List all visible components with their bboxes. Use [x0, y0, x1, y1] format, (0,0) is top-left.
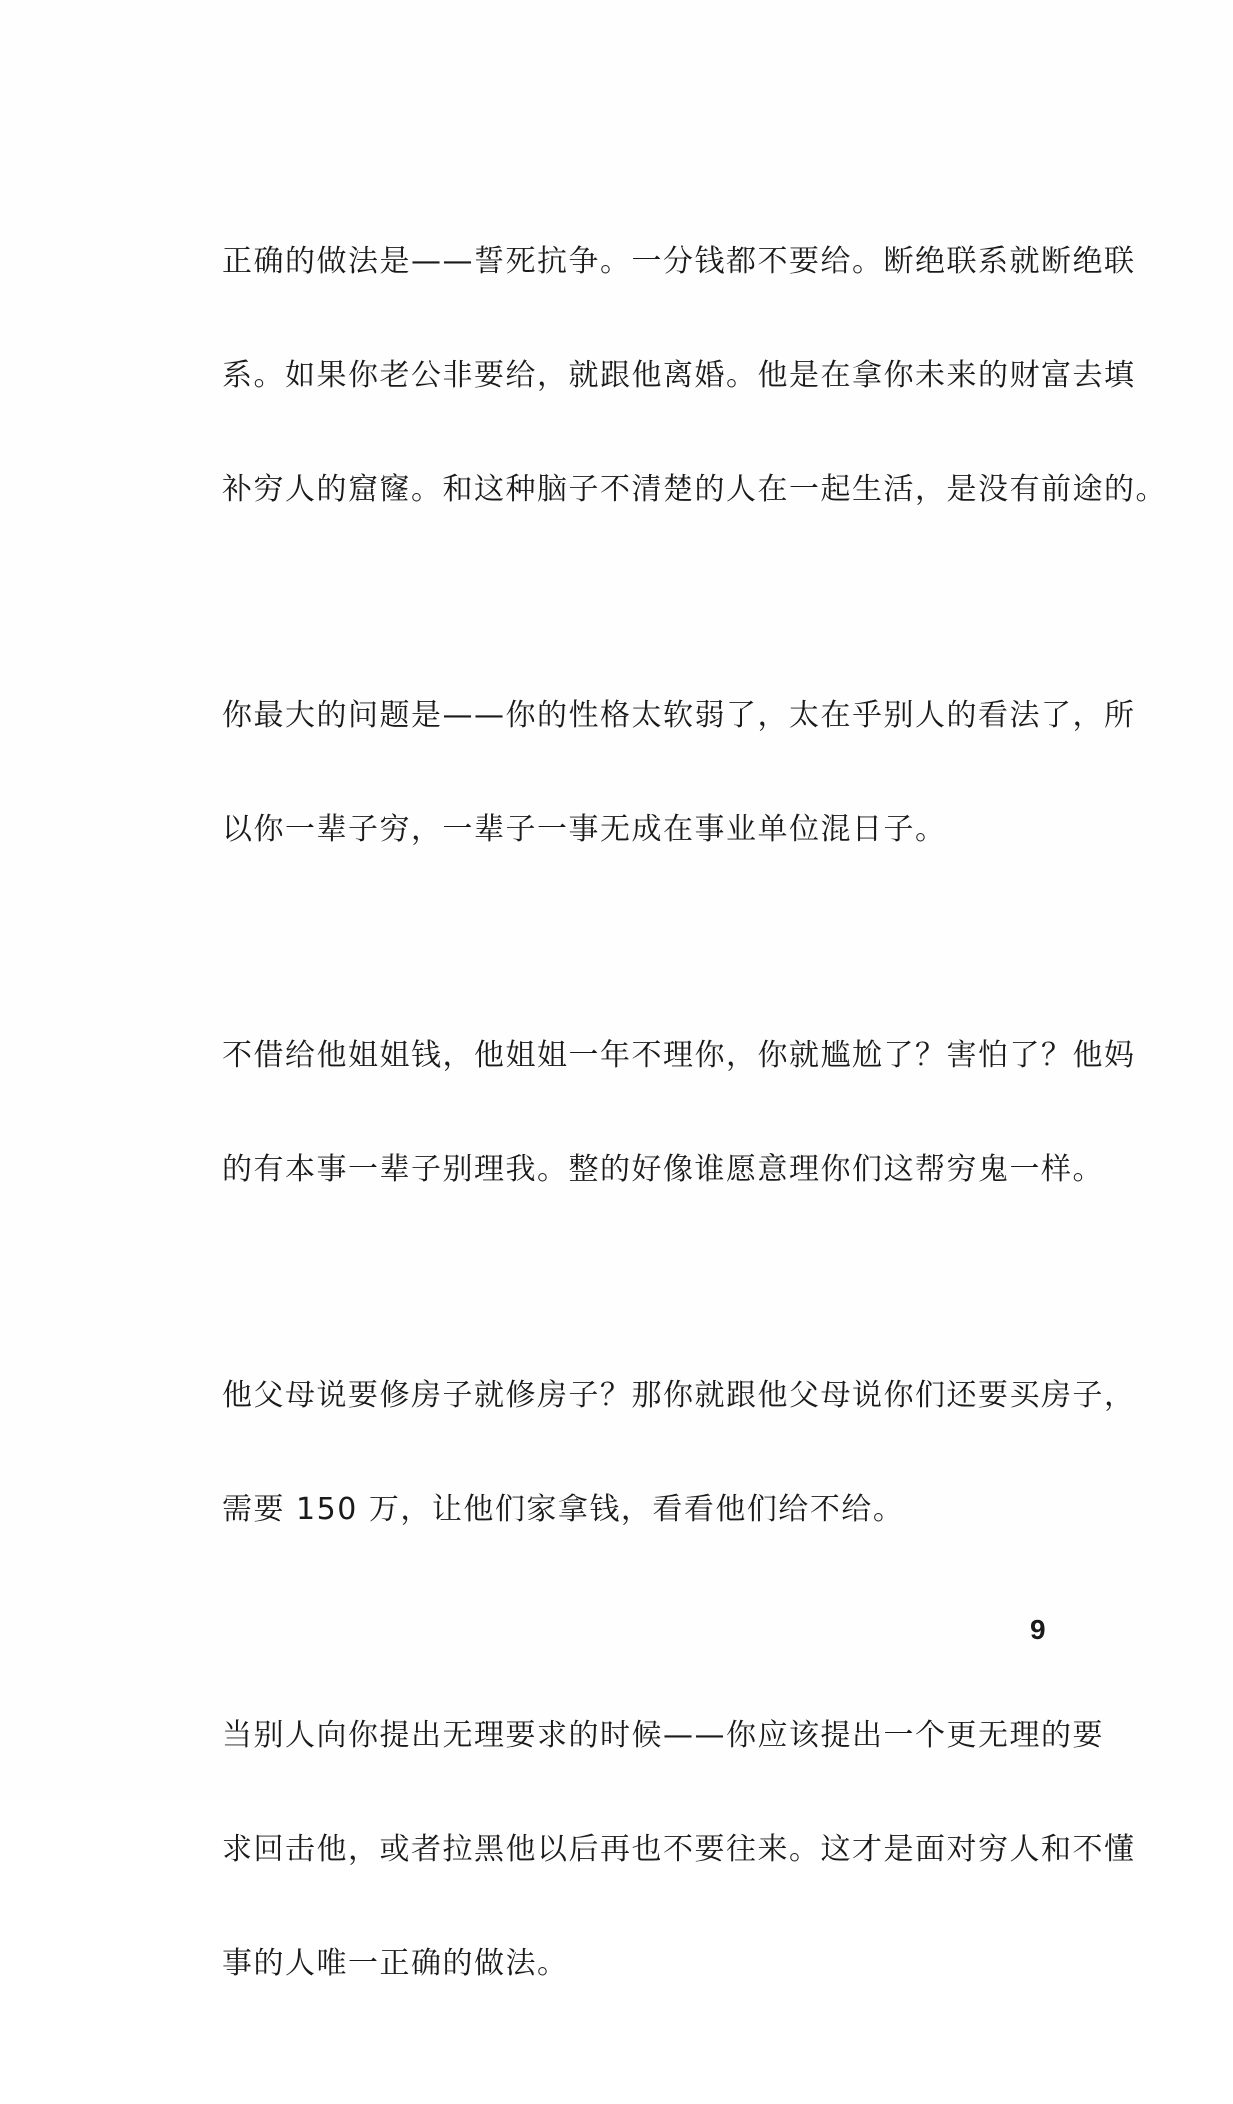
paragraph-5-line-1: 当别人向你提出无理要求的时候——你应该提出一个更无理的要: [222, 1718, 1104, 1753]
paragraph-5-line-3: 事的人唯一正确的做法。: [222, 1946, 569, 1981]
paragraph-2: [222, 630, 1136, 915]
paragraph-1: [222, 176, 1167, 575]
paragraph-4-line-2: 需要 150 万，让他们家拿钱，看看他们给不给。: [222, 1492, 905, 1527]
paragraph-2-line-2: 以你一辈子穷，一辈子一事无成在事业单位混日子。: [222, 812, 947, 847]
paragraph-1-line-2: 系。如果你老公非要给，就跟他离婚。他是在拿你未来的财富去填: [222, 358, 1136, 393]
paragraph-2-line-1: 你最大的问题是——你的性格太软弱了，太在乎别人的看法了，所: [222, 698, 1136, 733]
page-number: 9: [1030, 1614, 1046, 1645]
paragraph-5-line-2: 求回击他，或者拉黑他以后再也不要往来。这才是面对穷人和不懂: [222, 1832, 1136, 1867]
paragraph-5: [222, 1650, 1136, 2049]
body-text: [222, 176, 1167, 2104]
paragraph-3-line-2: 的有本事一辈子别理我。整的好像谁愿意理你们这帮穷鬼一样。: [222, 1152, 1104, 1187]
paragraph-1-line-1: 正确的做法是——誓死抗争。一分钱都不要给。断绝联系就断绝联: [222, 244, 1136, 279]
paragraph-3-line-1: 不借给他姐姐钱，他姐姐一年不理你，你就尴尬了？害怕了？他妈: [222, 1038, 1136, 1073]
paragraph-3: [222, 970, 1136, 1255]
paragraph-4: [222, 1310, 1136, 1595]
paragraph-1-line-3: 补穷人的窟窿。和这种脑子不清楚的人在一起生活，是没有前途的。: [222, 472, 1167, 507]
paragraph-4-line-1: 他父母说要修房子就修房子？那你就跟他父母说你们还要买房子，: [222, 1378, 1136, 1413]
